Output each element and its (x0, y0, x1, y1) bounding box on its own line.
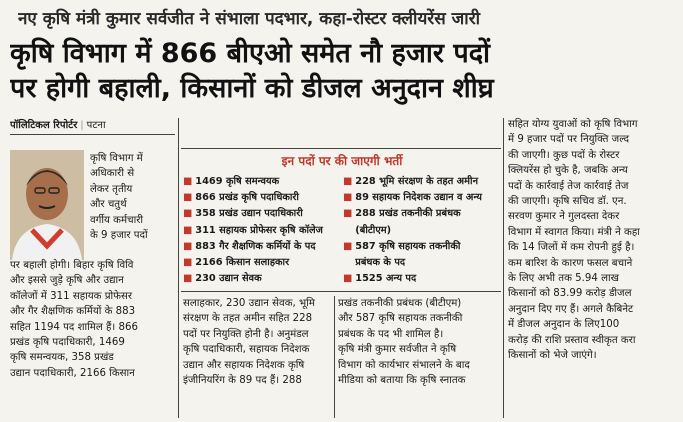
text-line: कृषि विभाग में (90, 153, 143, 164)
text-line: प्रखंड तकनीकी प्रबंधक (बीटीएम) (338, 298, 462, 309)
list-item: ■ 311 सहायक प्रोफेसर कृषि कॉलेज (183, 224, 323, 236)
text-line: वर्गीय कर्मचारी (90, 214, 144, 226)
list-item: ■ 883 गैर शैक्षणिक कर्मियों के पद (183, 240, 316, 252)
main-headline (10, 36, 675, 106)
text-line: विभाग को कार्यभार संभालने के बाद (338, 359, 470, 371)
text-line: विभाग में स्वागत किया। मंत्री ने कहा (508, 226, 640, 238)
byline-rule (10, 134, 175, 135)
text-line: और चतुर्थ (90, 199, 127, 211)
kicker-headline: नए कृषि मंत्री कुमार सर्वजीत ने संभाला पदभार, कहा-रोस्टर क्लीयरेंस जारी (18, 9, 481, 29)
list-item: ■ 230 उद्यान सेवक (183, 273, 262, 285)
text-line: सहित योग्य युवाओं को कृषि विभाग (508, 119, 638, 130)
list-item: ■ 1469 कृषि समन्वयक (183, 176, 280, 187)
bullet-icon: ■ (183, 192, 193, 204)
story-column-3 (338, 296, 500, 388)
text-line: और गैर शैक्षणिक कर्मियों के 883 (10, 306, 136, 318)
text-line: और इससे जुड़े कृषि और उद्यान (10, 275, 124, 287)
text-line: करोड़ की राशि प्रस्ताव स्वीकृत करा (508, 334, 636, 346)
text-line: और 587 कृषि सहायक तकनीकी (338, 313, 463, 325)
column-rule-2 (503, 118, 504, 418)
list-item: ■ 358 प्रखंड उद्यान पदाधिकारी (183, 208, 303, 220)
list-item: ■ 1525 अन्य पद (343, 273, 417, 285)
bullet-icon: ■ (183, 257, 193, 269)
text-line: कम बारिश के कारण फसल बचाने (508, 257, 633, 269)
recruitment-list-right (343, 174, 503, 287)
text-line: की जाएगी। कृषि सचिव डॉ. एन. (508, 196, 627, 208)
byline (10, 117, 175, 133)
list-item: ■ 2166 किसान सलाहकार (183, 257, 290, 269)
byline-reporter: पॉलिटिकल रिपोर्टर (10, 120, 78, 131)
text-line: कृषि मंत्री कुमार सर्वजीत ने कृषि (338, 344, 457, 356)
recruitment-box-title: इन पदों पर की जाएगी भर्ती (281, 154, 403, 168)
text-line: की जाएगी। कुछ पदों के रोस्टर (508, 149, 620, 161)
bullet-icon: ■ (343, 176, 353, 187)
bullet-icon: ■ (343, 208, 353, 220)
bullet-icon: ■ (343, 273, 353, 285)
text-line: कृषि पदाधिकारी, सहायक निदेशक (183, 344, 310, 356)
text-line: में डीजल अनुदान के लिए100 (508, 319, 620, 331)
text-line: प्रबंधक के पद भी शामिल है। (338, 328, 444, 340)
bullet-icon: ■ (183, 240, 193, 252)
text-line: कॉलेजों में 311 सहायक प्रोफेसर (10, 290, 133, 302)
story-column-2 (183, 296, 331, 388)
text-line: संरक्षण के तहत अमीन सहित 228 (183, 313, 313, 325)
text-line: किसानों को भेजे जाएंगे। (508, 350, 597, 362)
text-line: कि 14 जिलों में कम रोपनी हुई है। (508, 242, 635, 254)
text-line: अनुदान दिए गए हैं। अगले कैबिनेट (508, 303, 634, 315)
bullet-icon: ■ (183, 176, 193, 187)
byline-city: पटना (86, 120, 106, 131)
person-portrait-icon (10, 150, 84, 260)
text-line: सरवण कुमार ने गुलदस्ता देकर (508, 211, 620, 223)
text-line: लेकर तृतीय (90, 183, 133, 195)
text-line: के 9 हजार पदों (90, 230, 148, 242)
story-column-1-wrap (90, 151, 180, 243)
text-line: उद्यान पदाधिकारी, 2166 किसान (10, 367, 135, 379)
text-line: इंजीनियरिंग के 89 पद हैं। 288 (183, 375, 302, 387)
list-item: (बीटीएम) (355, 224, 392, 236)
bullet-icon: ■ (183, 224, 193, 236)
text-line: में 9 हजार पदों पर नियुक्ति जल्द (508, 134, 630, 146)
story-column-4 (508, 117, 678, 364)
bullet-icon: ■ (183, 208, 193, 220)
text-line: क्लियरेंस हो चुके है, जबकि अन्य (508, 165, 628, 177)
text-line: मीडिया को बताया कि कृषि स्नातक (338, 375, 466, 387)
minister-photo (10, 150, 84, 260)
column-rule-3 (334, 296, 335, 418)
text-line: अधिकारी से (90, 168, 135, 180)
bullet-icon: ■ (343, 240, 353, 252)
text-line: सहित 1194 पद शामिल हैं। 866 (10, 321, 138, 333)
byline-separator: | (80, 120, 84, 131)
headline-line-2: पर होगी बहाली, किसानों को डीजल अनुदान शीघ्र (10, 73, 494, 104)
text-line: पदों पर नियुक्ति होनी है। अनुमंडल (183, 328, 309, 340)
recruitment-list-left (183, 174, 343, 287)
text-line: प्रखंड कृषि पदाधिकारी, 1469 (10, 337, 125, 349)
bullet-icon: ■ (343, 192, 353, 204)
box-top-rule (181, 148, 501, 149)
text-line: उद्यान और सहायक निदेशक कृषि (183, 359, 305, 371)
list-item: प्रबंधक के पद (355, 257, 406, 269)
list-item: ■ 89 सहायक निदेशक उद्यान व अन्य (343, 192, 482, 204)
list-item: ■ 587 कृषि सहायक तकनीकी (343, 240, 461, 252)
headline-line-1: कृषि विभाग में 866 बीएओ समेत नौ हजार पदों (10, 38, 491, 69)
bullet-icon: ■ (183, 273, 193, 285)
text-line: सलाहकार, 230 उद्यान सेवक, भूमि (183, 298, 315, 309)
list-item: ■ 228 भूमि संरक्षण के तहत अमीन (343, 176, 479, 187)
story-column-1 (10, 258, 176, 381)
list-item: ■ 288 प्रखंड तकनीकी प्रबंधक (343, 208, 461, 220)
text-line: के लिए अभी तक 5.94 लाख (508, 273, 619, 285)
text-line: कृषि समन्वयक, 358 प्रखंड (10, 352, 114, 364)
list-item: ■ 866 प्रखंड कृषि पदाधिकारी (183, 192, 299, 204)
text-line: पर बहाली होगी। बिहार कृषि विवि (10, 260, 134, 271)
text-line: किसानों को 83.99 करोड़ डीजल (508, 288, 632, 300)
box-bottom-rule (181, 291, 501, 292)
text-line: पदों के कार्रवाई तेज कार्रवाई तेज (508, 180, 629, 192)
